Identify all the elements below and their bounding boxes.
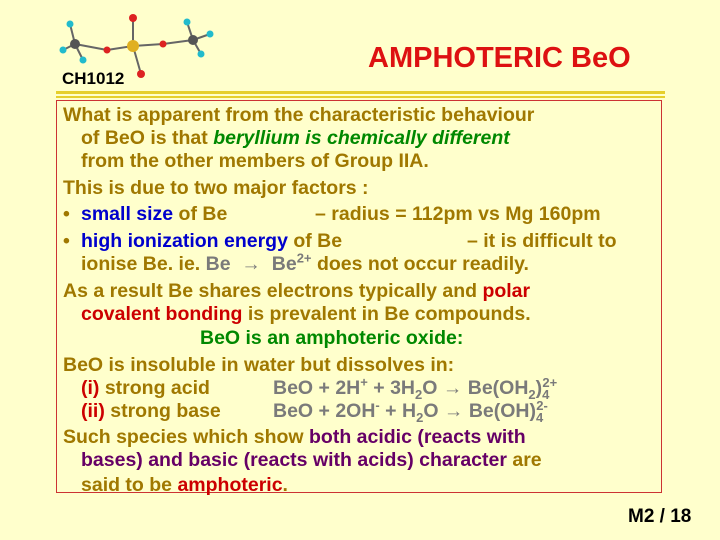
subscript: 4 [536, 409, 544, 425]
arrow-icon: → [442, 377, 463, 399]
course-code: CH1012 [62, 69, 125, 88]
subscript: 2 [416, 409, 424, 425]
equation-base [273, 397, 548, 425]
bullet-icon: • [63, 203, 70, 225]
text-run: does not occur readily. [311, 253, 529, 275]
emphasis-text: both acidic (reacts with [309, 426, 526, 448]
body-line [81, 250, 529, 275]
body-line [63, 177, 369, 199]
body-line [81, 449, 542, 471]
title-divider [56, 91, 665, 94]
list-marker: (ii) [81, 400, 105, 422]
text-run: : [456, 327, 464, 349]
text-run: BeO is insoluble in water but dissolves in: [63, 354, 455, 376]
body-line [63, 354, 454, 376]
text-run: are [506, 449, 542, 471]
superscript: 2+ [296, 250, 312, 266]
subscript: 2 [415, 386, 423, 402]
superscript: + [360, 374, 368, 390]
emphasis-text: covalent bonding [81, 303, 243, 325]
equation-text: O [422, 377, 443, 399]
equation-acid [273, 374, 558, 402]
body-line [81, 303, 531, 325]
equation-text: Be [205, 253, 231, 275]
body-line [63, 426, 526, 448]
equation-text: BeO + 2H [273, 377, 361, 399]
slide-number: M2 / 18 [628, 506, 692, 527]
text-run: BeO is an [200, 327, 296, 349]
key-term: amphoteric oxide [295, 327, 457, 349]
equation-text: Be [271, 253, 297, 275]
arrow-icon: → [241, 253, 261, 275]
body-line [63, 280, 530, 302]
emphasis-text: beryllium is chemically different [213, 127, 510, 149]
emphasis-text: bases) and basic (reacts with acids) character [81, 449, 507, 471]
bullet-item [63, 203, 227, 225]
body-line [81, 474, 288, 496]
body-line [81, 127, 510, 149]
key-term: high ionization energy [81, 230, 288, 252]
list-marker: (i) [81, 377, 100, 399]
equation-text: BeO + 2OH [273, 400, 376, 422]
superscript: 2- [536, 397, 548, 413]
reaction-line [81, 400, 221, 422]
subscript: 4 [542, 386, 550, 402]
equation-text: Be(OH [462, 377, 529, 399]
text-run: – radius = 112pm vs Mg 160pm [315, 203, 601, 225]
bullet-item [63, 230, 342, 252]
bullet-icon: • [63, 230, 70, 252]
text-run: – it is difficult to [467, 230, 617, 252]
text-run: of Be [173, 203, 228, 225]
slide-title: AMPHOTERIC BeO [368, 42, 631, 74]
text-run: strong acid [99, 377, 210, 399]
body-line [63, 104, 534, 126]
equation-text: ) [535, 377, 543, 399]
superscript: 2+ [542, 374, 558, 390]
equation-text: + 3H [367, 377, 415, 399]
emphasis-text: polar [482, 280, 531, 302]
text-run: strong base [104, 400, 221, 422]
text-run: This is due to two major factors : [63, 177, 369, 199]
reaction-line [81, 377, 210, 399]
text-run: Such species which show [63, 426, 309, 448]
text-run: is prevalent in Be compounds. [242, 303, 531, 325]
arrow-icon: → [443, 400, 464, 422]
superscript: - [375, 397, 380, 413]
body-line [81, 150, 429, 172]
bullet-detail [315, 203, 601, 225]
key-term: small size [81, 203, 174, 225]
text-run: of BeO is that [81, 127, 214, 149]
equation-text: + H [379, 400, 417, 422]
body-line [200, 327, 463, 349]
text-run: As a result Be shares electrons typically and [63, 280, 483, 302]
key-term: amphoteric [177, 474, 283, 496]
text-run: from the other members of Group IIA. [81, 150, 429, 172]
subscript: 2 [528, 386, 536, 402]
text-run: What is apparent from the characteristic behaviour [63, 104, 535, 126]
bullet-detail [467, 230, 617, 252]
title-divider-secondary [56, 96, 665, 98]
text-run: . [282, 474, 288, 496]
text-run: of Be [287, 230, 343, 252]
text-run: ionise Be. ie. [81, 253, 206, 275]
equation-text: O [423, 400, 444, 422]
equation-text: Be(OH) [463, 400, 536, 422]
text-run: said to be [81, 474, 178, 496]
